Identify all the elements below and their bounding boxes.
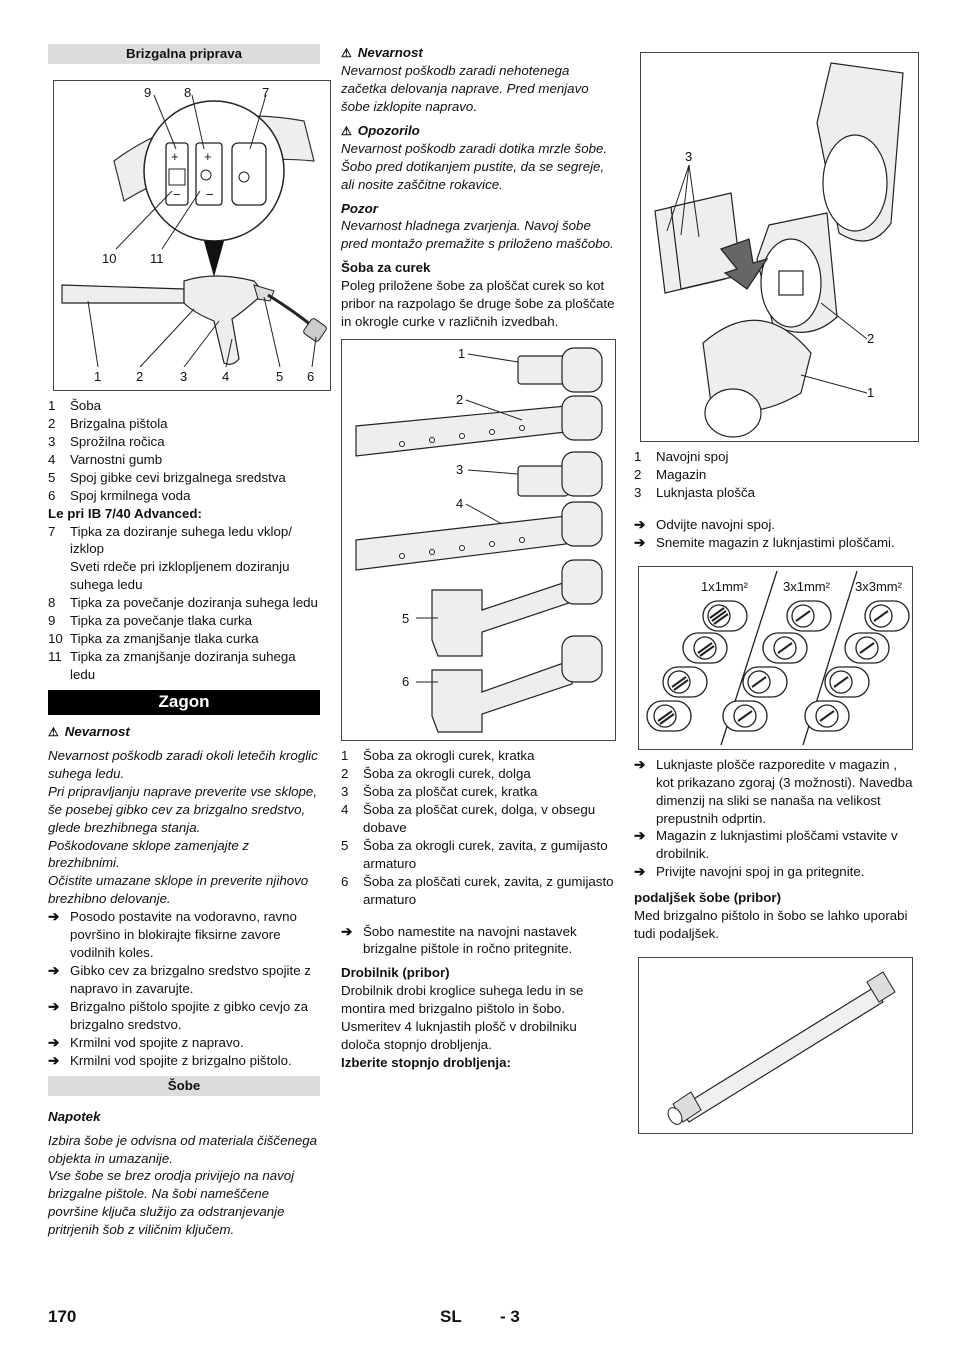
list-item: 1 Šoba xyxy=(48,397,102,413)
danger-text: Nevarnost poškodb zaradi okoli letečih kroglic suhega ledu. Pri pripravljanju naprave preverite vse sklope, še posebej gibko cev za brizgalno sredstvo, glede brezhibnega stanja. Poškodovane sklope zamenjajte z brezhibnimi. Očistite umazane sklope in preverite njihovo brezhibno delovanje. xyxy=(48,747,318,907)
warning-triangle-icon: ⚠ xyxy=(341,123,352,138)
fig3-label-3: 3 xyxy=(685,149,693,164)
list-item: 2 Šoba za okrogli curek, dolga xyxy=(341,766,531,781)
extension-heading: podaljšek šobe (pribor) xyxy=(634,890,782,906)
arrow-icon: ➔ xyxy=(634,864,646,880)
column-2 xyxy=(341,44,617,1072)
fig2-label-4: 4 xyxy=(456,496,464,512)
spray-gun-figure xyxy=(53,80,331,391)
section-heading-sobe: Šobe xyxy=(48,1076,320,1096)
warning-triangle-icon: ⚠ xyxy=(48,724,59,739)
list-item: 1 Navojni spoj xyxy=(634,449,729,464)
nozzle-text: Poleg priložene šobe za ploščat curek so kot pribor na razpolago še druge šobe za ploščate in okrogle curke v različnih izvedbah. xyxy=(341,278,615,330)
fig1-label-3: 3 xyxy=(180,368,188,384)
step-item: ➔ Snemite magazin z luknjastimi ploščami. xyxy=(634,534,895,550)
fig3-label-1: 1 xyxy=(867,385,875,400)
plates-label-1x1: 1x1mm² xyxy=(701,578,748,594)
danger-label: ⚠ Nevarnost xyxy=(48,723,130,739)
step-item: ➔ Krmilni vod spojite z napravo. xyxy=(48,1034,244,1050)
plates-steps xyxy=(634,756,913,882)
danger-label: ⚠ Nevarnost xyxy=(341,45,423,60)
list-item: 7 Tipka za doziranje suhega ledu vklop/ izklop xyxy=(48,523,292,557)
list-item: 3 Luknjasta plošča xyxy=(634,484,756,500)
list-item: 2 Magazin xyxy=(634,466,707,482)
list-item: 8 Tipka za povečanje doziranja suhega ledu xyxy=(48,595,318,611)
arrow-icon: ➔ xyxy=(634,534,646,550)
nozzles-illustration xyxy=(342,340,615,740)
page-number: 170 xyxy=(48,1307,77,1326)
fig1-label-8: 8 xyxy=(184,84,192,100)
nozzle-heading: Šoba za curek xyxy=(341,260,431,276)
warning-triangle-icon: ⚠ xyxy=(341,45,352,60)
section-number: - 3 xyxy=(500,1307,520,1326)
section-heading-brizgalna: Brizgalna priprava xyxy=(48,44,320,64)
danger-text: Nevarnost poškodb zaradi nehotenega začetka delovanja naprave. Pred menjavo šobe izklopite napravo. xyxy=(341,62,589,114)
column-1 xyxy=(48,44,320,1239)
svg-text:−: − xyxy=(173,186,181,202)
extension-illustration xyxy=(639,958,912,1133)
step-item: ➔ Gibko cev za brizgalno sredstvo spojite z napravo in zavarujte. xyxy=(48,963,311,996)
column-3 xyxy=(634,44,913,1134)
plates-label-3x1: 3x1mm² xyxy=(783,578,830,594)
list-item: 1 Šoba za okrogli curek, kratka xyxy=(341,748,535,764)
step-item: ➔ Brizgalno pištolo spojite z gibko cevjo za brizgalno sredstvo. xyxy=(48,998,308,1032)
arrow-icon: ➔ xyxy=(48,1034,60,1050)
list-item: 5 Spoj gibke cevi brizgalnega sredstva xyxy=(48,469,286,485)
fig2-label-5: 5 xyxy=(402,611,410,627)
list-item: 4 Varnostni gumb xyxy=(48,451,163,467)
list-item: 2 Brizgalna pištola xyxy=(48,415,168,431)
startup-steps xyxy=(48,908,320,1069)
extension-text: Med brizgalno pištolo in šobo se lahko uporabi tudi podaljšek. xyxy=(634,908,908,942)
arrow-icon: ➔ xyxy=(48,909,60,925)
fig2-label-1: 1 xyxy=(458,346,466,362)
nozzles-figure xyxy=(341,339,616,741)
list-item: 3 Šoba za ploščat curek, kratka xyxy=(341,783,538,799)
advanced-heading: Le pri IB 7/40 Advanced: xyxy=(48,505,202,521)
list-item-note: Sveti rdeče pri izklopljenem doziranju suhega ledu xyxy=(70,559,290,593)
plates-label-3x3: 3x3mm² xyxy=(855,578,902,594)
fig1-label-10: 10 xyxy=(102,250,117,266)
list-item: 6 Šoba za ploščati curek, zavita, z gumijasto armaturo xyxy=(341,873,614,907)
list-item: 5 Šoba za okrogli curek, zavita, z gumijasto armaturo xyxy=(341,837,608,871)
step-item: ➔ Posodo postavite na vodoravno, ravno površino in blokirajte fiksirne zavore vodilnih koles. xyxy=(48,909,297,961)
note-text: Izbira šobe je odvisna od materiala čiščenega objekta in umazanije. Vse šobe se brez orodja privijejo na navoj brizgalne pištole. Na šobi nameščene površine ključa služijo za odstranjevanje pritrjenih šob z viličnim ključem. xyxy=(48,1132,318,1238)
crusher-select-label: Izberite stopnjo drobljenja: xyxy=(341,1055,511,1071)
section-heading-zagon: Zagon xyxy=(48,690,320,715)
svg-text:−: − xyxy=(206,186,214,202)
fig1-label-6: 6 xyxy=(307,368,315,384)
step-item: ➔ Magazin z luknjastimi ploščami vstavite v drobilnik. xyxy=(634,828,898,862)
plates-arrangement-illustration xyxy=(639,567,912,749)
list-item: 11 Tipka za zmanjšanje doziranja suhega ledu xyxy=(48,649,296,682)
list-item: 6 Spoj krmilnega voda xyxy=(48,487,191,503)
fig1-label-11: 11 xyxy=(150,250,164,266)
warning-label: ⚠ Opozorilo xyxy=(341,122,420,138)
fig1-label-2: 2 xyxy=(136,368,144,384)
arrow-icon: ➔ xyxy=(341,923,353,939)
advanced-list xyxy=(48,523,320,684)
fig2-label-2: 2 xyxy=(456,392,464,408)
crusher-parts-list xyxy=(634,448,913,502)
list-item: 9 Tipka za povečanje tlaka curka xyxy=(48,613,253,629)
caution-label: Pozor xyxy=(341,200,378,216)
step-item: ➔ Odvijte navojni spoj. xyxy=(634,516,775,532)
caution-text: Nevarnost hladnega zvarjenja. Navoj šobe pred montažo premažite s priloženo maščobo. xyxy=(341,218,614,252)
arrow-icon: ➔ xyxy=(48,963,60,979)
step-item: ➔ Privijte navojni spoj in ga pritegnite. xyxy=(634,864,865,880)
step-item: ➔ Luknjaste plošče razporedite v magazin , kot prikazano zgoraj (3 možnosti). Navedba dimenzij na sliki se nanaša na velikost prepustnih odprtin. xyxy=(634,756,913,826)
arrow-icon: ➔ xyxy=(634,828,646,844)
fig1-label-4: 4 xyxy=(222,368,230,384)
crusher-illustration xyxy=(641,53,918,441)
crusher-heading: Drobilnik (pribor) xyxy=(341,965,450,981)
warning-text: Nevarnost poškodb zaradi dotika mrzle šobe. Šobo pred dotikanjem pustite, da se segreje, ali nosite zaščitne rokavice. xyxy=(341,140,608,192)
svg-text:+: + xyxy=(171,148,179,164)
list-item: 10 Tipka za zmanjšanje tlaka curka xyxy=(48,631,259,647)
fig1-label-9: 9 xyxy=(144,84,152,100)
fig2-label-6: 6 xyxy=(402,674,410,690)
plates-arrangement-figure xyxy=(638,566,913,750)
svg-text:+: + xyxy=(204,148,212,164)
extension-figure xyxy=(638,957,913,1134)
parts-list xyxy=(48,397,320,505)
spray-gun-illustration xyxy=(54,81,330,390)
fig2-label-3: 3 xyxy=(456,462,464,478)
step-item: ➔ Krmilni vod spojite z brizgalno pištolo. xyxy=(48,1052,292,1068)
step-item: ➔ Šobo namestite na navojni nastavek brizgalne pištole in ročno pritegnite. xyxy=(341,923,577,957)
fig1-label-1: 1 xyxy=(94,368,102,384)
arrow-icon: ➔ xyxy=(48,1052,60,1068)
fig1-label-5: 5 xyxy=(276,368,284,384)
arrow-icon: ➔ xyxy=(634,516,646,532)
crusher-steps xyxy=(634,516,913,552)
list-item: 4 Šoba za ploščat curek, dolga, v obsegu dobave xyxy=(341,801,596,835)
arrow-icon: ➔ xyxy=(634,756,646,772)
fig3-label-2: 2 xyxy=(867,331,875,346)
list-item: 3 Sprožilna ročica xyxy=(48,433,165,449)
fig1-label-7: 7 xyxy=(262,84,270,100)
arrow-icon: ➔ xyxy=(48,998,60,1014)
crusher-text: Drobilnik drobi kroglice suhega ledu in se montira med brizgalno pištolo in šobo. Usmeritev 4 luknjastih plošč v drobilniku določa stopnjo drobljenja. xyxy=(341,983,584,1053)
note-label: Napotek xyxy=(48,1108,101,1124)
crusher-figure xyxy=(640,52,919,442)
nozzle-list xyxy=(341,747,617,908)
language-code: SL xyxy=(440,1307,462,1326)
